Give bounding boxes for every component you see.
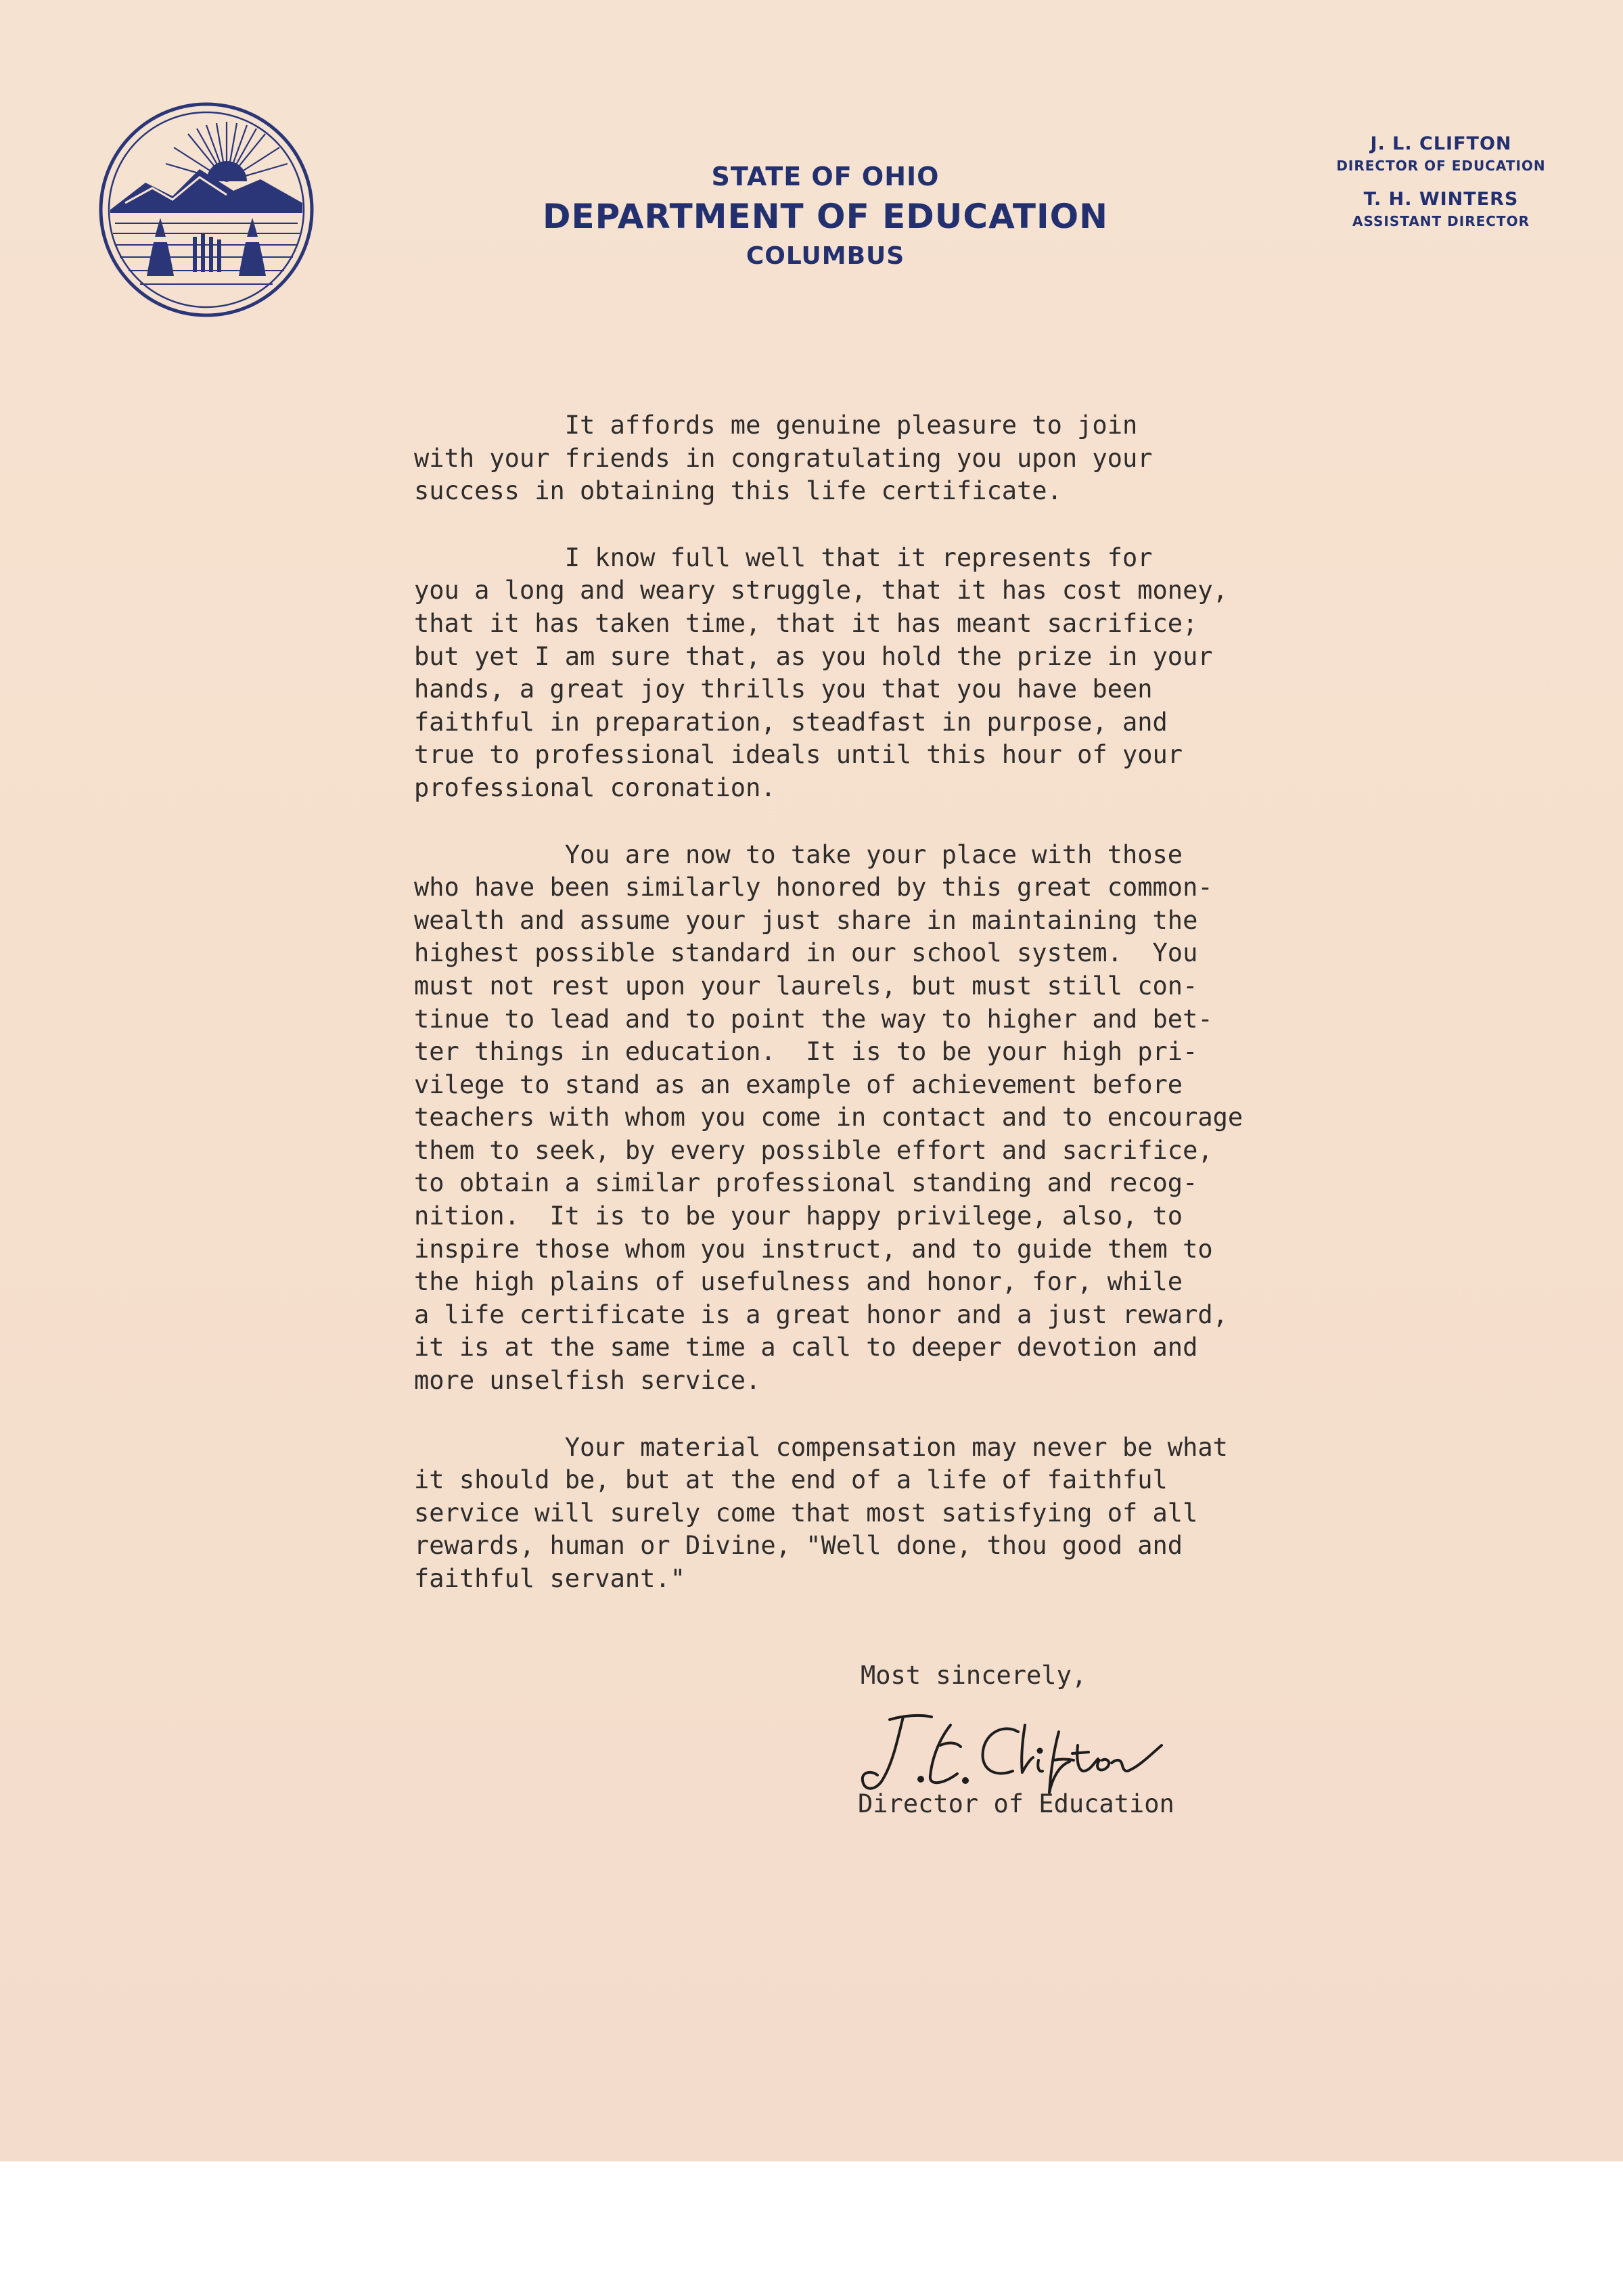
director-title: DIRECTOR OF EDUCATION bbox=[1336, 158, 1546, 174]
letter-line: true to professional ideals until this hour of your bbox=[414, 740, 1183, 770]
closing-salutation: Most sincerely, bbox=[861, 1661, 1087, 1690]
letter-line: with your friends in congratulating you upon your bbox=[414, 443, 1153, 473]
director-name: J. L. CLIFTON bbox=[1370, 133, 1512, 154]
letterhead-department: DEPARTMENT OF EDUCATION bbox=[543, 197, 1108, 236]
assistant-director-title: ASSISTANT DIRECTOR bbox=[1352, 213, 1530, 229]
letter-line: service will surely come that most satisfying of all bbox=[414, 1498, 1198, 1528]
letter-line: tinue to lead and to point the way to higher and bet- bbox=[414, 1004, 1213, 1034]
letter-line: hands, a great joy thrills you that you have been bbox=[414, 674, 1153, 704]
letter-line: it should be, but at the end of a life of faithful bbox=[414, 1465, 1168, 1495]
ohio-seal-icon bbox=[98, 101, 315, 318]
letter-line: highest possible standard in our school system. You bbox=[414, 938, 1198, 968]
letter-line: the high plains of usefulness and honor, for, while bbox=[414, 1267, 1183, 1297]
letter-line: ter things in education. It is to be your high pri- bbox=[414, 1037, 1198, 1067]
letter-line: rewards, human or Divine, "Well done, thou good and bbox=[414, 1531, 1183, 1561]
letter-line: I know full well that it represents for bbox=[414, 543, 1153, 572]
letter-line: vilege to stand as an example of achievement before bbox=[414, 1070, 1183, 1099]
letter-line: you a long and weary struggle, that it has cost money, bbox=[414, 576, 1228, 605]
letter-line: nition. It is to be your happy privilege, also, to bbox=[414, 1201, 1183, 1231]
assistant-director-name: T. H. WINTERS bbox=[1363, 189, 1519, 210]
letter-line: faithful in preparation, steadfast in purpose, and bbox=[414, 707, 1168, 737]
letter-line: more unselfish service. bbox=[414, 1366, 761, 1396]
letter-line: You are now to take your place with those bbox=[414, 840, 1183, 869]
letterhead bbox=[474, 159, 1177, 274]
letter-line: but yet I am sure that, as you hold the prize in your bbox=[414, 641, 1213, 671]
letter-paragraph bbox=[414, 1431, 1348, 1596]
letter-line: them to seek, by every possible effort and sacrifice, bbox=[414, 1135, 1213, 1165]
letter-line: faithful servant." bbox=[414, 1564, 685, 1593]
letter-paragraph bbox=[414, 542, 1348, 805]
letter-line: wealth and assume your just share in maintaining the bbox=[414, 905, 1198, 935]
officers-block bbox=[1312, 132, 1570, 243]
letter-line: must not rest upon your laurels, but must still con- bbox=[414, 971, 1198, 1001]
letter-line: professional coronation. bbox=[414, 773, 776, 802]
letter-line: teachers with whom you come in contact and to encourage bbox=[414, 1103, 1243, 1132]
letter-line: success in obtaining this life certificate. bbox=[414, 476, 1062, 506]
letter-paragraph bbox=[414, 409, 1348, 508]
letter-line: Your material compensation may never be what bbox=[414, 1432, 1228, 1462]
letter-line: to obtain a similar professional standing and recog- bbox=[414, 1168, 1198, 1198]
letter-paragraph bbox=[414, 839, 1348, 1398]
letter-line: who have been similarly honored by this great common- bbox=[414, 873, 1213, 902]
letterhead-state: STATE OF OHIO bbox=[711, 162, 940, 191]
signer-title: Director of Education bbox=[858, 1789, 1174, 1818]
letter-body bbox=[414, 409, 1348, 1630]
letter-line: a life certificate is a great honor and a just reward, bbox=[414, 1300, 1228, 1329]
letterhead-city: COLUMBUS bbox=[746, 242, 905, 270]
letter-line: that it has taken time, that it has meant sacrifice; bbox=[414, 608, 1198, 638]
letter-line: it is at the same time a call to deeper devotion and bbox=[414, 1333, 1198, 1362]
letter-line: It affords me genuine pleasure to join bbox=[414, 411, 1138, 440]
letter-line: inspire those whom you instruct, and to guide them to bbox=[414, 1234, 1213, 1264]
